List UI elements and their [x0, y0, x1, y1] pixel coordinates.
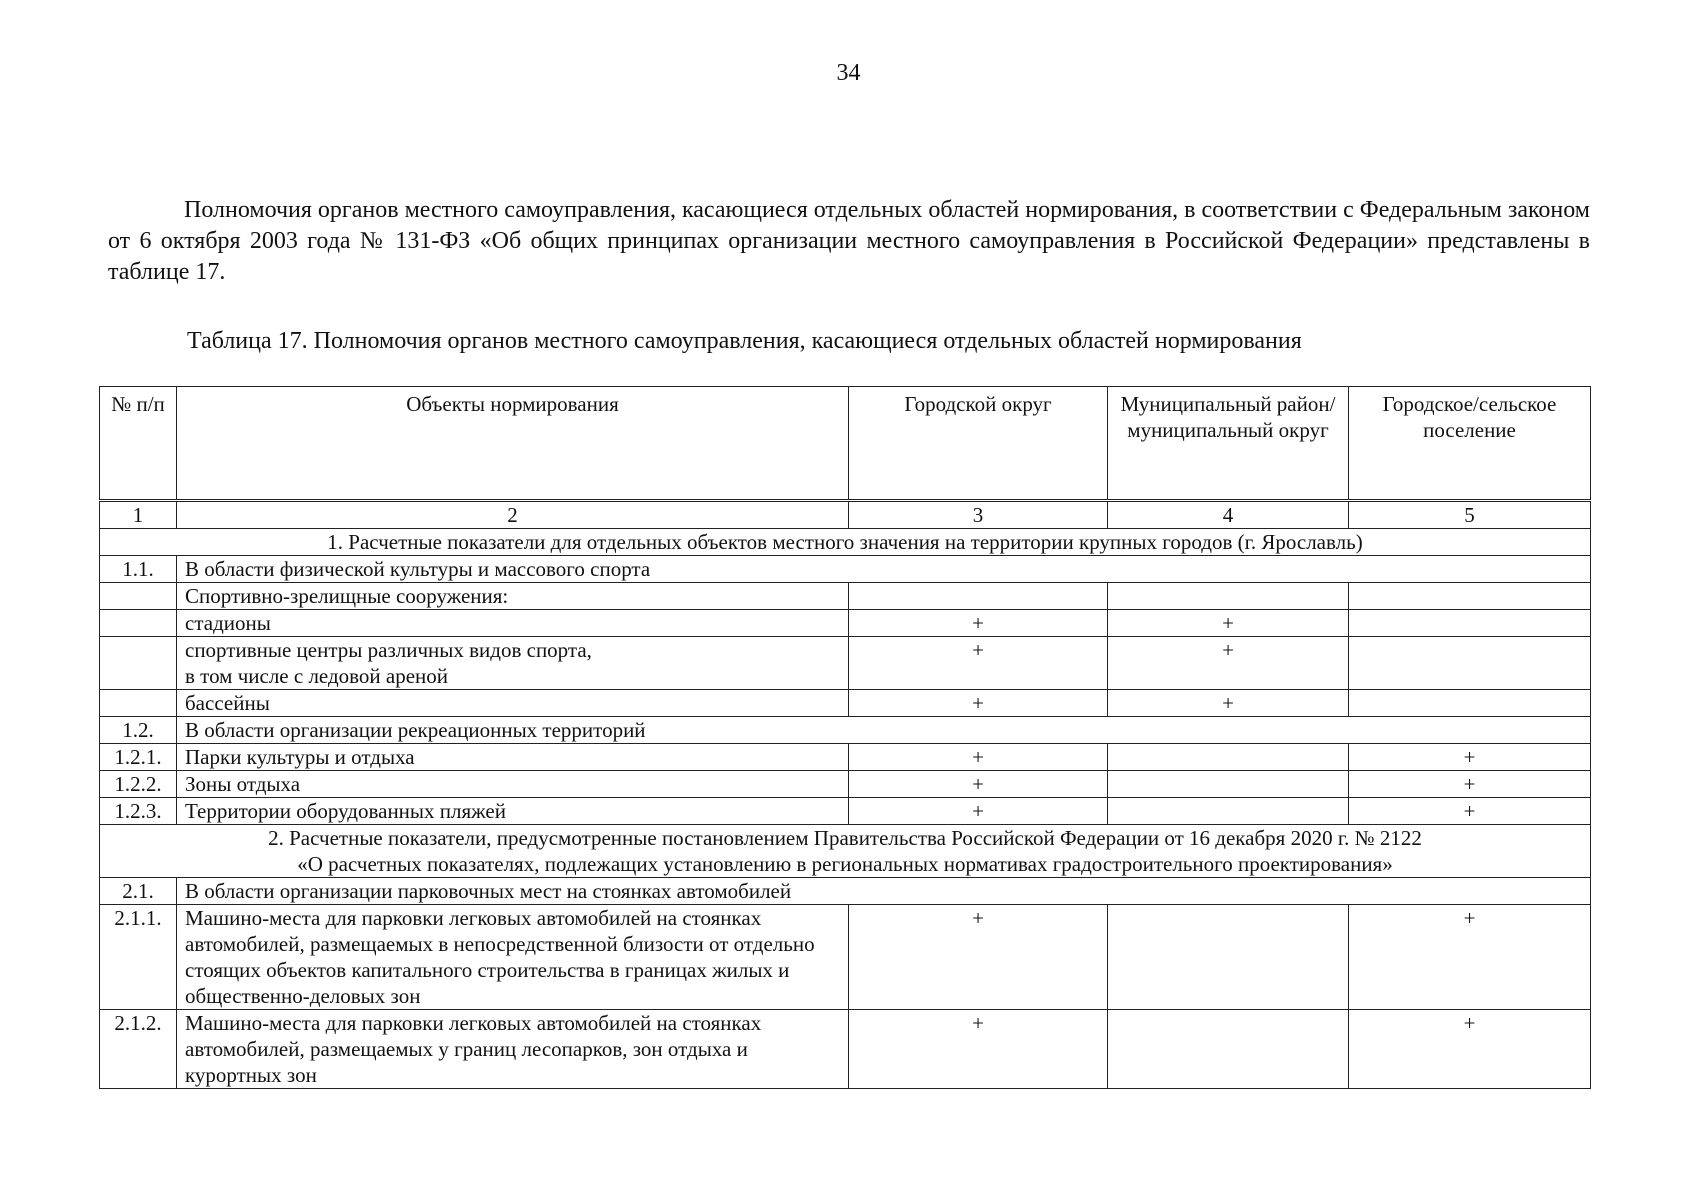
- table-row: [100, 878, 1591, 905]
- cell-municipal-district: [1108, 771, 1349, 798]
- cell-settlement: [1349, 610, 1591, 637]
- cell-settlement: [1349, 583, 1591, 610]
- row-num: 1.1.: [100, 556, 177, 583]
- table-row: [100, 637, 1591, 690]
- row-num: [100, 637, 177, 690]
- column-number: 4: [1108, 501, 1349, 529]
- cell-municipal-district: [1108, 798, 1349, 825]
- column-number: 3: [849, 501, 1108, 529]
- table-caption: Таблица 17. Полномочия органов местного самоуправления, касающиеся отдельных областей нормирования: [187, 328, 1302, 354]
- row-num: 1.2.: [100, 717, 177, 744]
- table-row: [100, 798, 1591, 825]
- column-number: 1: [100, 501, 177, 529]
- row-label: стадионы: [177, 610, 849, 637]
- table-header-row: [100, 387, 1591, 501]
- cell-municipal-district: [1108, 583, 1349, 610]
- row-num: 2.1.: [100, 878, 177, 905]
- row-label: бассейны: [177, 690, 849, 717]
- section-row: [100, 825, 1591, 878]
- row-label: В области физической культуры и массового спорта: [177, 556, 1591, 583]
- row-num: 1.2.2.: [100, 771, 177, 798]
- cell-municipal-district: [1108, 744, 1349, 771]
- row-num: 1.2.1.: [100, 744, 177, 771]
- intro-paragraph: Полномочия органов местного самоуправления, касающиеся отдельных областей нормирования, в соответствии с Федеральным законом от 6 октября 2003 года № 131-ФЗ «Об общих принципах организации местного самоуправления в Российской Федерации» представлены в таблице 17.: [108, 197, 1590, 285]
- table-row: [100, 690, 1591, 717]
- row-label: спортивные центры различных видов спорта, в том числе с ледовой ареной: [177, 637, 849, 690]
- header-num: № п/п: [100, 387, 177, 501]
- cell-municipal-district: +: [1108, 637, 1349, 690]
- table-row: [100, 905, 1591, 1010]
- header-objects: Объекты нормирования: [177, 387, 849, 501]
- cell-city-district: +: [849, 637, 1108, 690]
- cell-city-district: +: [849, 771, 1108, 798]
- row-label: Территории оборудованных пляжей: [177, 798, 849, 825]
- cell-city-district: +: [849, 798, 1108, 825]
- column-numbers-row: [100, 501, 1591, 529]
- table-row: [100, 744, 1591, 771]
- cell-municipal-district: [1108, 905, 1349, 1010]
- norms-table: [99, 386, 1591, 1089]
- table-row: [100, 556, 1591, 583]
- cell-city-district: +: [849, 905, 1108, 1010]
- row-num: [100, 690, 177, 717]
- cell-settlement: +: [1349, 744, 1591, 771]
- column-number: 5: [1349, 501, 1591, 529]
- cell-municipal-district: [1108, 1010, 1349, 1089]
- cell-settlement: [1349, 637, 1591, 690]
- table-row: [100, 771, 1591, 798]
- page-number: 34: [836, 60, 861, 86]
- cell-settlement: [1349, 690, 1591, 717]
- row-num: 2.1.2.: [100, 1010, 177, 1089]
- row-label: В области организации рекреационных территорий: [177, 717, 1591, 744]
- column-number: 2: [177, 501, 849, 529]
- row-num: 2.1.1.: [100, 905, 177, 1010]
- header-municipal-district: Муниципальный район/ муниципальный округ: [1108, 387, 1349, 501]
- cell-city-district: [849, 583, 1108, 610]
- row-num: [100, 610, 177, 637]
- section-2-title: 2. Расчетные показатели, предусмотренные постановлением Правительства Российской Федерации от 16 декабря 2020 г. № 2122 «О расчетных показателях, подлежащих установлению в региональных нормативах градостроительного проектирования»: [100, 825, 1591, 878]
- cell-municipal-district: +: [1108, 610, 1349, 637]
- cell-settlement: +: [1349, 905, 1591, 1010]
- cell-city-district: +: [849, 690, 1108, 717]
- cell-settlement: +: [1349, 798, 1591, 825]
- row-label: Парки культуры и отдыха: [177, 744, 849, 771]
- row-label: Машино-места для парковки легковых автомобилей на стоянках автомобилей, размещаемых в непосредственной близости от отдельно стоящих объектов капитального строительства в границах жилых и общественно-деловых зон: [177, 905, 849, 1010]
- cell-municipal-district: +: [1108, 690, 1349, 717]
- cell-city-district: +: [849, 744, 1108, 771]
- row-label: В области организации парковочных мест на стоянках автомобилей: [177, 878, 1591, 905]
- row-label: Зоны отдыха: [177, 771, 849, 798]
- row-label: Спортивно-зрелищные сооружения:: [177, 583, 849, 610]
- section-1-title: 1. Расчетные показатели для отдельных объектов местного значения на территории крупных городов (г. Ярославль): [100, 529, 1591, 556]
- cell-settlement: +: [1349, 1010, 1591, 1089]
- section-row: [100, 529, 1591, 556]
- table-row: [100, 610, 1591, 637]
- row-label: Машино-места для парковки легковых автомобилей на стоянках автомобилей, размещаемых у границ лесопарков, зон отдыха и курортных зон: [177, 1010, 849, 1089]
- table-row: [100, 583, 1591, 610]
- table-row: [100, 717, 1591, 744]
- table-row: [100, 1010, 1591, 1089]
- cell-city-district: +: [849, 610, 1108, 637]
- cell-settlement: +: [1349, 771, 1591, 798]
- row-num: [100, 583, 177, 610]
- header-settlement: Городское/сельское поселение: [1349, 387, 1591, 501]
- cell-city-district: +: [849, 1010, 1108, 1089]
- row-num: 1.2.3.: [100, 798, 177, 825]
- header-city-district: Городской округ: [849, 387, 1108, 501]
